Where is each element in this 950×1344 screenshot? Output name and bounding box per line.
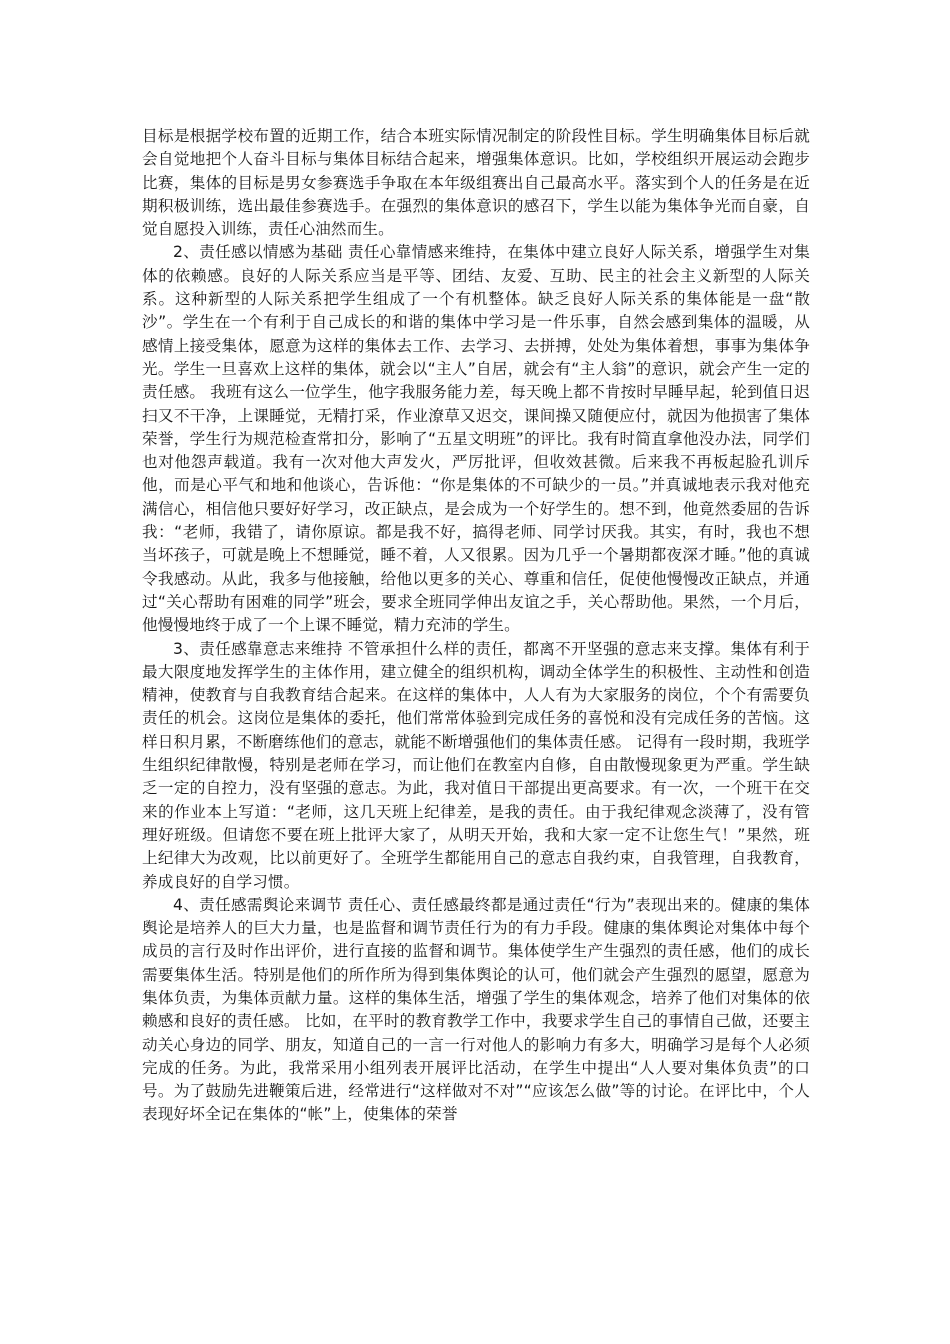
paragraph-public-opinion: 4、责任感需舆论来调节 责任心、责任感最终都是通过责任“行为”表现出来的。健康的集体舆论是培养人的巨大力量，也是监督和调节责任行为的有力手段。健康的集体舆论对集体中每个成员的言行及时作出评价，进行直接的监督和调节。集体使学生产生强烈的责任感，他们的成长需要集体生活。特别是他们的所作所为得到集体舆论的认可，他们就会产生强烈的愿望，愿意为集体负责，为集体贡献力量。这样的集体生活，增强了学生的集体观念，培养了他们对集体的依赖感和良好的责任感。 比如，在平时的教育教学工作中，我要求学生自己的事情自己做，还要主动关心身边的同学、朋友，知道自己的一言一行对他人的影响力有多大，明确学习是每个人必须完成的任务。为此，我常采用小组列表开展评比活动，在学生中提出“人人要对集体负责”的口号。为了鼓励先进鞭策后进，经常进行“这样做对不对”“应该怎么做”等的讨论。在评比中，个人表现好坏全记在集体的“帐”上，使集体的荣誉 — [142, 895, 810, 1124]
document-page — [142, 125, 810, 1127]
paragraph-willpower: 3、责任感靠意志来维持 不管承担什么样的责任，都离不开坚强的意志来支撑。集体有利于最大限度地发挥学生的主体作用，建立健全的组织机构，调动全体学生的积极性、主动性和创造精神，使教育与自我教育结合起来。在这样的集体中，人人有为大家服务的岗位，个个有需要负责任的机会。这岗位是集体的委托，他们常常体验到完成任务的喜悦和没有完成任务的苦恼。这样日积月累，不断磨练他们的意志，就能不断增强他们的集体责任感。 记得有一段时期，我班学生组织纪律散慢，特别是老师在学习，而让他们在教室内自修，自由散慢现象更为严重。学生缺乏一定的自控力，没有坚强的意志。为此，我对值日干部提出更高要求。有一次，一个班干在交来的作业本上写道：“老师，这几天班上纪律差，是我的责任。由于我纪律观念淡薄了，没有管理好班级。但请您不要在班上批评大家了，从明天开始，我和大家一定不让您生气！”果然，班上纪律大为改观，比以前更好了。全班学生都能用自己的意志自我约束，自我管理，自我教育，养成良好的自学习惯。 — [142, 639, 810, 891]
paragraph-collective-goal: 目标是根据学校布置的近期工作，结合本班实际情况制定的阶段性目标。学生明确集体目标后就会自觉地把个人奋斗目标与集体目标结合起来，增强集体意识。比如，学校组织开展运动会跑步比赛，集体的目标是男女参赛选手争取在本年级组赛出自己最高水平。落实到个人的任务是在近期积极训练，选出最佳参赛选手。在强烈的集体意识的感召下，学生以能为集体争光而自豪，自觉自愿投入训练，责任心油然而生。 — [142, 127, 810, 239]
paragraph-emotion-basis: 2、责任感以情感为基础 责任心靠情感来维持，在集体中建立良好人际关系，增强学生对集体的依赖感。良好的人际关系应当是平等、团结、友爱、互助、民主的社会主义新型的人际关系。这种新型的人际关系把学生组成了一个有机整体。缺乏良好人际关系的集体能是一盘“散沙”。学生在一个有利于自己成长的和谐的集体中学习是一件乐事，自然会感到集体的温暖，从感情上接受集体，愿意为这样的集体去工作、去学习、去拼搏，处处为集体着想，事事为集体争光。学生一旦喜欢上这样的集体，就会以“主人”自居，就会有“主人翁”的意识，就会产生一定的责任感。 我班有这么一位学生，他字我服务能力差，每天晚上都不肯按时早睡早起，轮到值日迟扫又不干净，上课睡觉，无精打采，作业潦草又迟交，课间操又随便应付，就因为他损害了集体荣誉，学生行为规范检查常扣分，影响了“五星文明班”的评比。我有时简直拿他没办法，同学们也对他怨声载道。我有一次对他大声发火，严厉批评，但收效甚微。后来我不再板起脸孔训斥他，而是心平气和地和他谈心，告诉他：“你是集体的不可缺少的一员。”并真诚地表示我对他充满信心，相信他只要好好学习，改正缺点，是会成为一个好学生的。想不到，他竟然委屈的告诉我：“老师，我错了，请你原谅。都是我不好，搞得老师、同学讨厌我。其实，有时，我也不想当坏孩子，可就是晚上不想睡觉，睡不着，人又很累。因为几乎一个暑期都夜深才睡。”他的真诚令我感动。从此，我多与他接触，给他以更多的关心、尊重和信任，促使他慢慢改正缺点，并通过“关心帮助有困难的同学”班会，要求全班同学伸出友谊之手，关心帮助他。果然，一个月后，他慢慢地终于成了一个上课不睡觉，精力充沛的学生。 — [142, 243, 810, 635]
